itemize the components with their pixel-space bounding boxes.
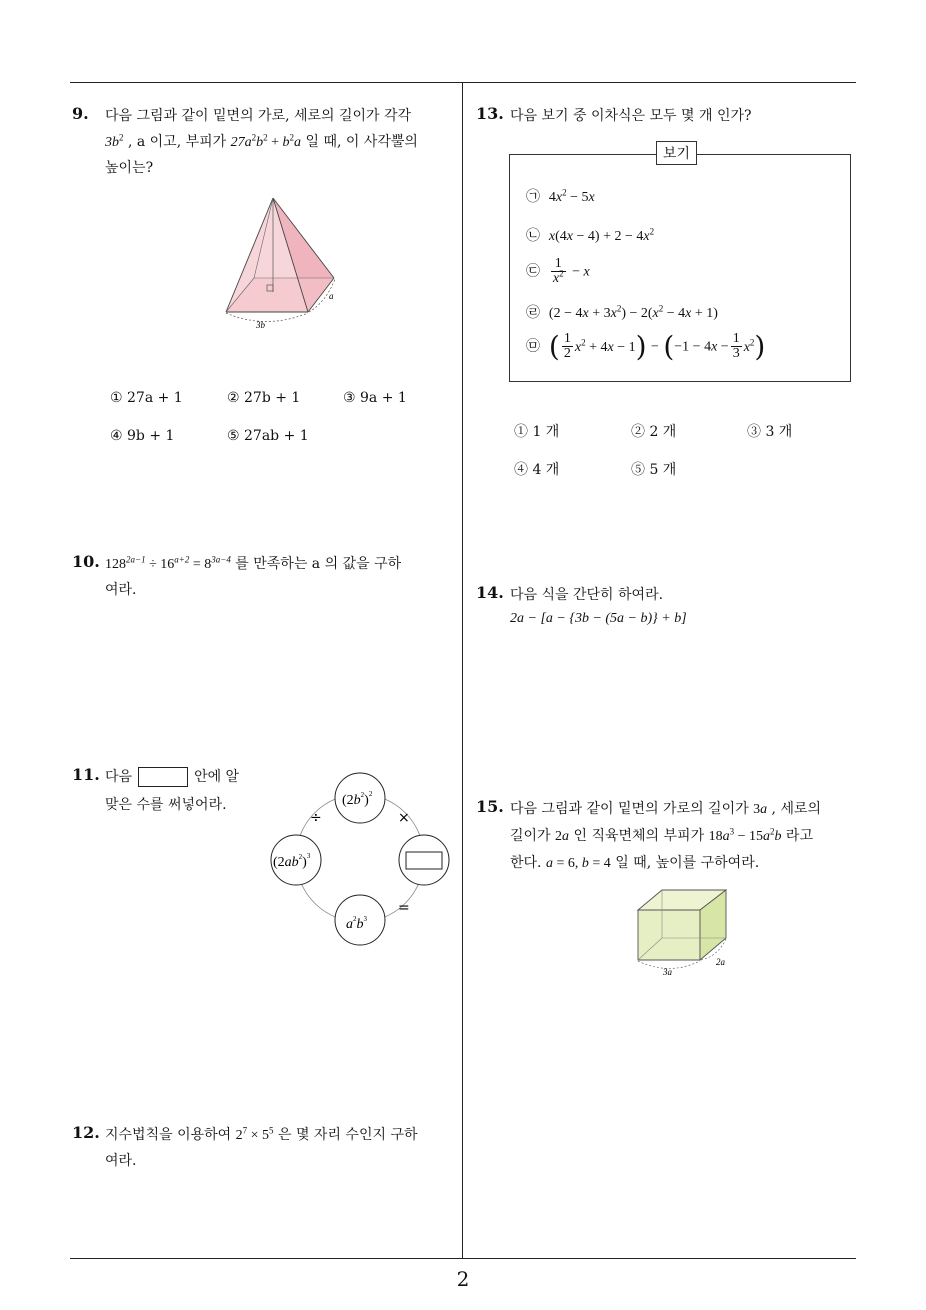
svg-text:(2ab2)3: $(2ab^2)^3$: [273, 852, 311, 870]
bogi-item-5: ㉤ ( $\frac{1}{2}$ $x^2 + 4x - 1) - (-1 - 4x$ − $\frac{1}{3}$ $x^2$): [526, 330, 766, 363]
bottom-rule: [70, 1258, 856, 1259]
label-a: a: [329, 291, 334, 301]
choice-4[interactable]: ④ 9b + 1: [110, 428, 175, 444]
bogi-item-3: ㉢ $\frac{1}{x^2}$ − x: [526, 256, 590, 286]
choice-2[interactable]: ② 27b + 1: [227, 390, 301, 406]
answer-box: [406, 852, 442, 869]
bogi-title: 보기: [656, 141, 697, 165]
choice-1[interactable]: ① 1 개: [514, 424, 560, 440]
column-divider: [462, 82, 463, 1258]
question-text-line2: 맞은 수를 써넣어라.: [105, 797, 227, 813]
expression: 2a − [a − {3b − (5a − b)} + b]: [510, 611, 687, 626]
question-text-line2: 여라.: [105, 582, 137, 598]
question-text-line1: 다음 식을 간단히 하여라.: [510, 587, 664, 603]
question-number: 14.: [476, 583, 504, 602]
question-text-line1: 다음 안에 알: [105, 769, 240, 785]
multiply-operator: ×: [398, 810, 410, 826]
question-text-line1: 지수법칙을 이용하여 $2^7 \times 5^5$ 은 몇 자리 수인지 구하: [105, 1125, 418, 1143]
question-text-line1: 다음 보기 중 이차식은 모두 몇 개 인가?: [510, 108, 752, 124]
question-text-line1: $128^{2a-1} \div 16^{a+2} = 8^{3a-4}$ 를 만족하는 a 의 값을 구하: [105, 554, 402, 572]
equals-operator: =: [398, 900, 410, 916]
question-text-line2: 여라.: [105, 1153, 137, 1169]
label-3b: 3b: [256, 320, 265, 330]
choice-3[interactable]: ③ 9a + 1: [343, 390, 407, 406]
choice-2[interactable]: ② 2 개: [631, 424, 677, 440]
question-number: 9.: [72, 104, 89, 123]
question-number: 15.: [476, 797, 504, 816]
question-text-line1: 다음 그림과 같이 밑면의 가로, 세로의 길이가 각각: [105, 108, 412, 124]
choice-4[interactable]: ④ 4 개: [514, 462, 560, 478]
pyramid-figure: [218, 192, 343, 332]
question-text-line3: 한다. a = 6, b = 4 일 때, 높이를 구하여라.: [510, 855, 760, 871]
question-text-line2: $3b^2$ , a 이고, 부피가 $27a^2b^2 + b^2a$ 일 때, 이 사각뿔의: [105, 132, 418, 150]
svg-text:a2b3: $a^2b^3$: [346, 915, 367, 932]
choice-3[interactable]: ③ 3 개: [747, 424, 793, 440]
divide-operator: ÷: [310, 810, 322, 826]
exponent-cycle-diagram: [268, 770, 454, 946]
svg-text:(2b2)2: $(2b^2)^2$: [342, 790, 373, 808]
choice-1[interactable]: ① 27a + 1: [110, 390, 183, 406]
question-text-line1: 다음 그림과 같이 밑면의 가로의 길이가 3a , 세로의: [510, 801, 822, 817]
top-rule: [70, 82, 856, 83]
cuboid-figure: [630, 886, 742, 978]
question-number: 11.: [72, 765, 100, 784]
question-number: 13.: [476, 104, 504, 123]
answer-blank: [138, 767, 188, 787]
label-3a: 3a: [663, 967, 672, 977]
choice-5[interactable]: ⑤ 5 개: [631, 462, 677, 478]
question-text-line3: 높이는?: [105, 160, 154, 176]
bogi-item-4: ㉣ $(2 - 4x + 3x^2) - 2(x^2 - 4x + 1)$: [526, 303, 718, 321]
question-number: 12.: [72, 1123, 100, 1142]
bogi-item-2: ㉡ $x(4x - 4) + 2 - 4x^2$: [526, 226, 655, 244]
question-text-line2: 길이가 2a 인 직육면체의 부피가 $18a^3 - 15a^2b$ 라고: [510, 826, 813, 844]
label-2a: 2a: [716, 957, 725, 967]
question-number: 10.: [72, 552, 100, 571]
choice-5[interactable]: ⑤ 27ab + 1: [227, 428, 309, 444]
bogi-item-1: ㉠ $4x^2 - 5x$: [526, 187, 595, 205]
page-number: 2: [456, 1267, 470, 1291]
